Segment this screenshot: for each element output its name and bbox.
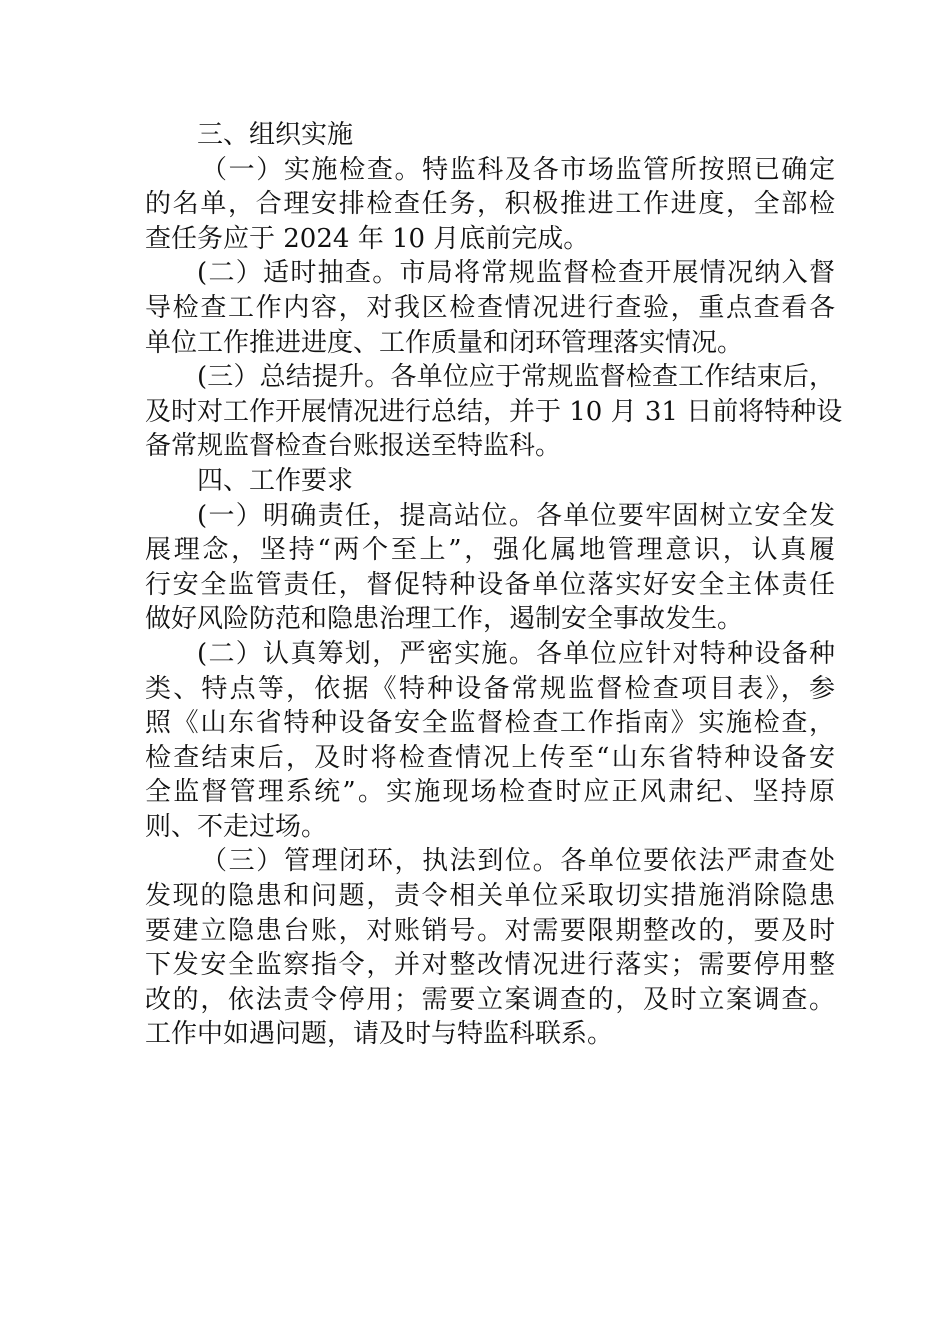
paragraph-line: 的名单，合理安排检查任务，积极推进工作进度，全部检: [145, 189, 835, 220]
paragraph-line: (二）认真筹划，严密实施。各单位应针对特种设备种: [197, 638, 835, 669]
paragraph-line: 导检查工作内容，对我区检查情况进行查验，重点查看各: [145, 292, 835, 323]
paragraph-line: 单位工作推进进度、工作质量和闭环管理落实情况。: [145, 327, 744, 358]
paragraph-line: 要建立隐患台账，对账销号。对需要限期整改的，要及时: [145, 915, 835, 946]
paragraph-line: 行安全监管责任，督促特种设备单位落实好安全主体责任: [145, 569, 835, 600]
paragraph-line: 检查结束后，及时将检查情况上传至“山东省特种设备安: [145, 742, 835, 773]
paragraph-line: 照《山东省特种设备安全监督检查工作指南》实施检查，: [145, 708, 835, 739]
paragraph-line: (三）总结提升。各单位应于常规监督检查工作结束后，: [197, 362, 835, 393]
paragraph-line: 做好风险防范和隐患治理工作，遏制安全事故发生。: [145, 604, 744, 635]
paragraph-line: （一）实施检查。特监科及各市场监管所按照已确定: [201, 154, 835, 185]
paragraph-line: （三）管理闭环，执法到位。各单位要依法严肃查处: [201, 846, 835, 877]
paragraph-line: 展理念，坚持“两个至上”，强化属地管理意识，认真履: [145, 535, 835, 566]
paragraph-line: 则、不走过场。: [145, 811, 328, 842]
paragraph-line: (一）明确责任，提高站位。各单位要牢固树立安全发: [197, 500, 835, 531]
paragraph-line: 发现的隐患和问题，责令相关单位采取切实措施消除隐患: [145, 881, 835, 912]
section-heading-3: 三、组织实施: [197, 120, 354, 150]
paragraph-line: 改的，依法责令停用；需要立案调查的，及时立案调查。: [145, 984, 835, 1015]
paragraph-line: 查任务应于 2024 年 10 月底前完成。: [145, 223, 590, 254]
paragraph-line: (二）适时抽查。市局将常规监督检查开展情况纳入督: [197, 258, 835, 289]
section-heading-4: 四、工作要求: [197, 465, 354, 496]
paragraph-line: 下发安全监察指令，并对整改情况进行落实；需要停用整: [145, 950, 835, 981]
paragraph-line: 全监督管理系统”。实施现场检查时应正风肃纪、坚持原: [145, 777, 835, 808]
paragraph-line: 及时对工作开展情况进行总结，并于 10 月 31 日前将特种设: [145, 396, 843, 427]
paragraph-line: 工作中如遇问题，请及时与特监科联系。: [145, 1019, 614, 1050]
document-body: [145, 118, 843, 1052]
paragraph-line: 类、特点等，依据《特种设备常规监督检查项目表》，参: [145, 673, 835, 704]
paragraph-line: 备常规监督检查台账报送至特监科。: [145, 431, 562, 462]
